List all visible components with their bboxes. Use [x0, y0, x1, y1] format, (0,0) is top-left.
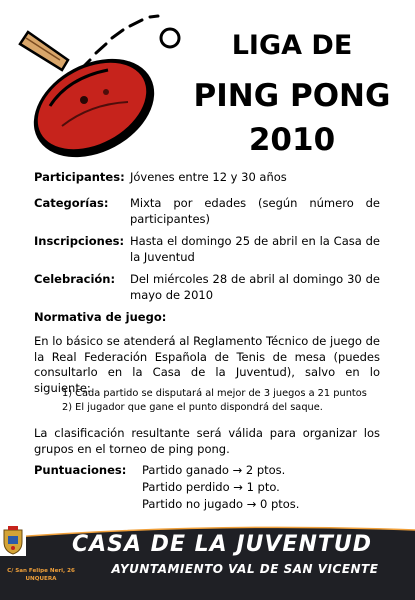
footer-banner [0, 524, 415, 600]
info-value: Del miércoles 28 de abril al domingo 30 de mayo de 2010 [130, 272, 380, 302]
rules-heading: Normativa de juego: [34, 310, 167, 324]
scores-label: Puntuaciones: [34, 463, 127, 477]
info-value: Hasta el domingo 25 de abril en la Casa de la Juventud [130, 234, 380, 264]
title-line-1: LIGA DE [231, 30, 353, 61]
footer-address [6, 567, 76, 583]
rules-intro: En lo básico se atenderá al Reglamento Técnico de juego de la Real Federación Española de Tenis de mesa (puedes consultarlo en la Casa de la Juventud), salvo en lo siguiente: [34, 334, 380, 395]
info-value: Mixta por edades (según número de participantes) [130, 196, 380, 226]
info-label: Celebración: [34, 272, 116, 286]
address-street: C/ San Felipe Neri, 26 [7, 568, 75, 574]
score-win: Partido ganado → 2 ptos. [142, 463, 286, 477]
rule-item-2: 2) El jugador que gane el punto dispondrá del saque. [62, 402, 323, 413]
info-value: Jóvenes entre 12 y 30 años [130, 170, 287, 184]
address-town: UNQUERA [25, 576, 57, 582]
footer-subtitle: AYUNTAMIENTO VAL DE SAN VICENTE [111, 562, 379, 576]
score-not-played: Partido no jugado → 0 ptos. [142, 497, 300, 511]
score-loss: Partido perdido → 1 pto. [142, 480, 280, 494]
classification-text: La clasificación resultante será válida para organizar los grupos en el torneo de ping pong. [34, 426, 380, 456]
coat-of-arms-icon [0, 524, 26, 556]
rule-item-1: 1) Cada partido se disputará al mejor de 3 juegos a 21 puntos [62, 388, 367, 399]
footer-title: CASA DE LA JUVENTUD [71, 532, 372, 557]
info-label: Participantes: [34, 170, 125, 184]
ping-pong-paddle-icon [10, 8, 185, 158]
title-year: 2010 [248, 122, 336, 158]
info-label: Inscripciones: [34, 234, 125, 248]
info-label: Categorías: [34, 196, 109, 210]
title-line-2: PING PONG [193, 78, 391, 114]
